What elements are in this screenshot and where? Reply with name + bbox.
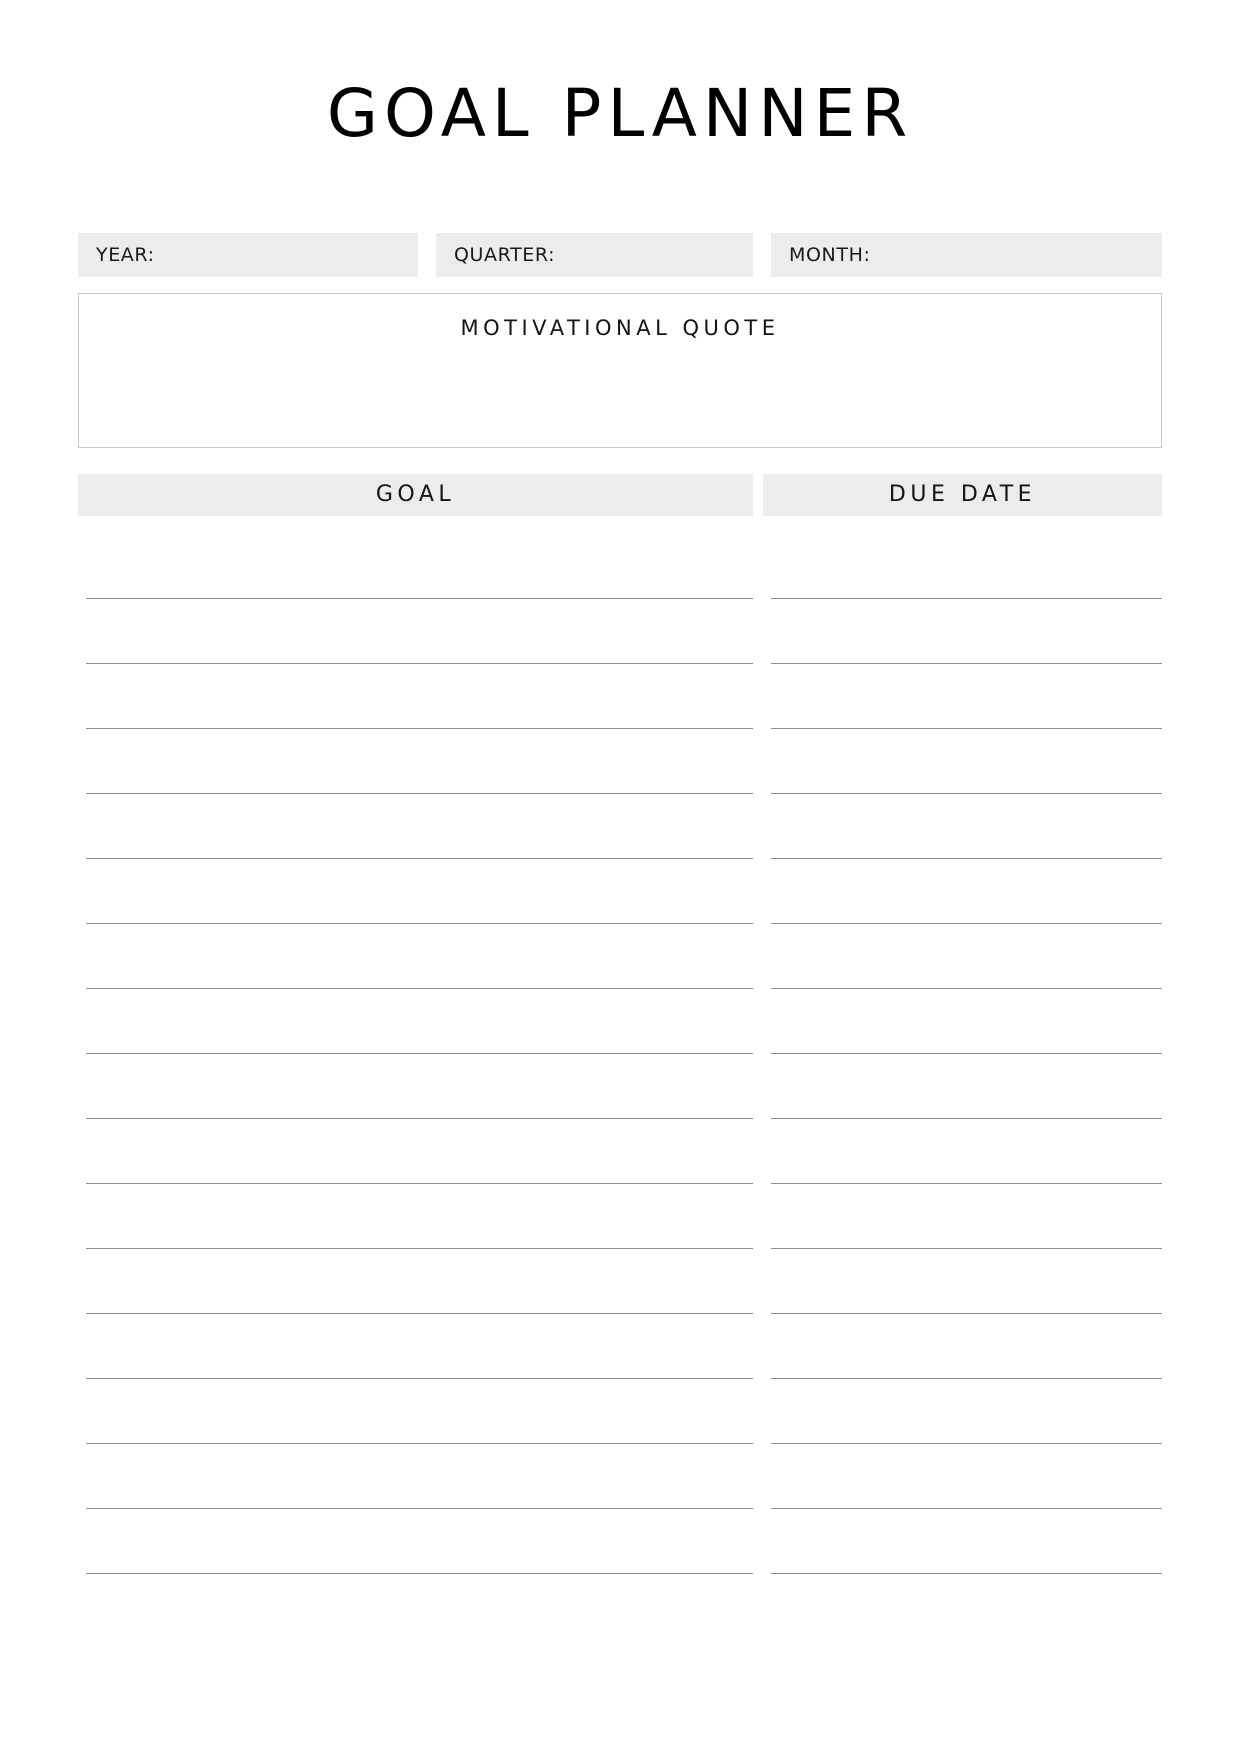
goal-rows <box>78 534 1162 1574</box>
due-date-input-line[interactable] <box>771 729 1162 794</box>
due-date-column-header: DUE DATE <box>763 474 1162 516</box>
due-date-input-line[interactable] <box>771 989 1162 1054</box>
table-row <box>78 599 1162 664</box>
due-date-input-line[interactable] <box>771 664 1162 729</box>
goal-input-line[interactable] <box>86 599 753 664</box>
due-date-input-line[interactable] <box>771 534 1162 599</box>
goal-input-line[interactable] <box>86 534 753 599</box>
table-row <box>78 794 1162 859</box>
meta-row <box>78 233 1162 277</box>
goal-input-line[interactable] <box>86 1184 753 1249</box>
goal-input-line[interactable] <box>86 989 753 1054</box>
page-title: GOAL PLANNER <box>326 75 914 152</box>
due-date-input-line[interactable] <box>771 1444 1162 1509</box>
motivational-quote-box[interactable] <box>78 293 1162 448</box>
due-date-input-line[interactable] <box>771 859 1162 924</box>
motivational-quote-label: MOTIVATIONAL QUOTE <box>460 315 780 340</box>
table-row <box>78 1184 1162 1249</box>
due-date-input-line[interactable] <box>771 1119 1162 1184</box>
due-date-input-line[interactable] <box>771 1184 1162 1249</box>
year-label: YEAR: <box>96 243 155 266</box>
due-date-input-line[interactable] <box>771 1379 1162 1444</box>
goal-input-line[interactable] <box>86 1444 753 1509</box>
goal-input-line[interactable] <box>86 1249 753 1314</box>
due-date-input-line[interactable] <box>771 1054 1162 1119</box>
goal-input-line[interactable] <box>86 1509 753 1574</box>
table-row <box>78 664 1162 729</box>
due-date-input-line[interactable] <box>771 1509 1162 1574</box>
quarter-field[interactable] <box>436 233 753 277</box>
table-row <box>78 989 1162 1054</box>
table-row <box>78 1444 1162 1509</box>
table-row <box>78 534 1162 599</box>
goal-input-line[interactable] <box>86 1119 753 1184</box>
table-row <box>78 1314 1162 1379</box>
table-row <box>78 1119 1162 1184</box>
goal-column-header: GOAL <box>78 474 753 516</box>
due-date-input-line[interactable] <box>771 924 1162 989</box>
table-row <box>78 1054 1162 1119</box>
due-date-input-line[interactable] <box>771 1314 1162 1379</box>
year-field[interactable] <box>78 233 418 277</box>
table-row <box>78 1379 1162 1444</box>
month-field[interactable] <box>771 233 1162 277</box>
month-label: MONTH: <box>789 243 871 266</box>
goal-input-line[interactable] <box>86 924 753 989</box>
goal-input-line[interactable] <box>86 794 753 859</box>
due-date-input-line[interactable] <box>771 794 1162 859</box>
due-date-input-line[interactable] <box>771 1249 1162 1314</box>
goal-input-line[interactable] <box>86 1379 753 1444</box>
table-row <box>78 924 1162 989</box>
table-header-row <box>78 474 1162 516</box>
goal-input-line[interactable] <box>86 859 753 924</box>
table-row <box>78 1509 1162 1574</box>
table-row <box>78 1249 1162 1314</box>
goal-input-line[interactable] <box>86 664 753 729</box>
goal-input-line[interactable] <box>86 1314 753 1379</box>
table-row <box>78 729 1162 794</box>
table-row <box>78 859 1162 924</box>
due-date-input-line[interactable] <box>771 599 1162 664</box>
goal-input-line[interactable] <box>86 1054 753 1119</box>
quarter-label: QUARTER: <box>454 243 556 266</box>
goal-input-line[interactable] <box>86 729 753 794</box>
